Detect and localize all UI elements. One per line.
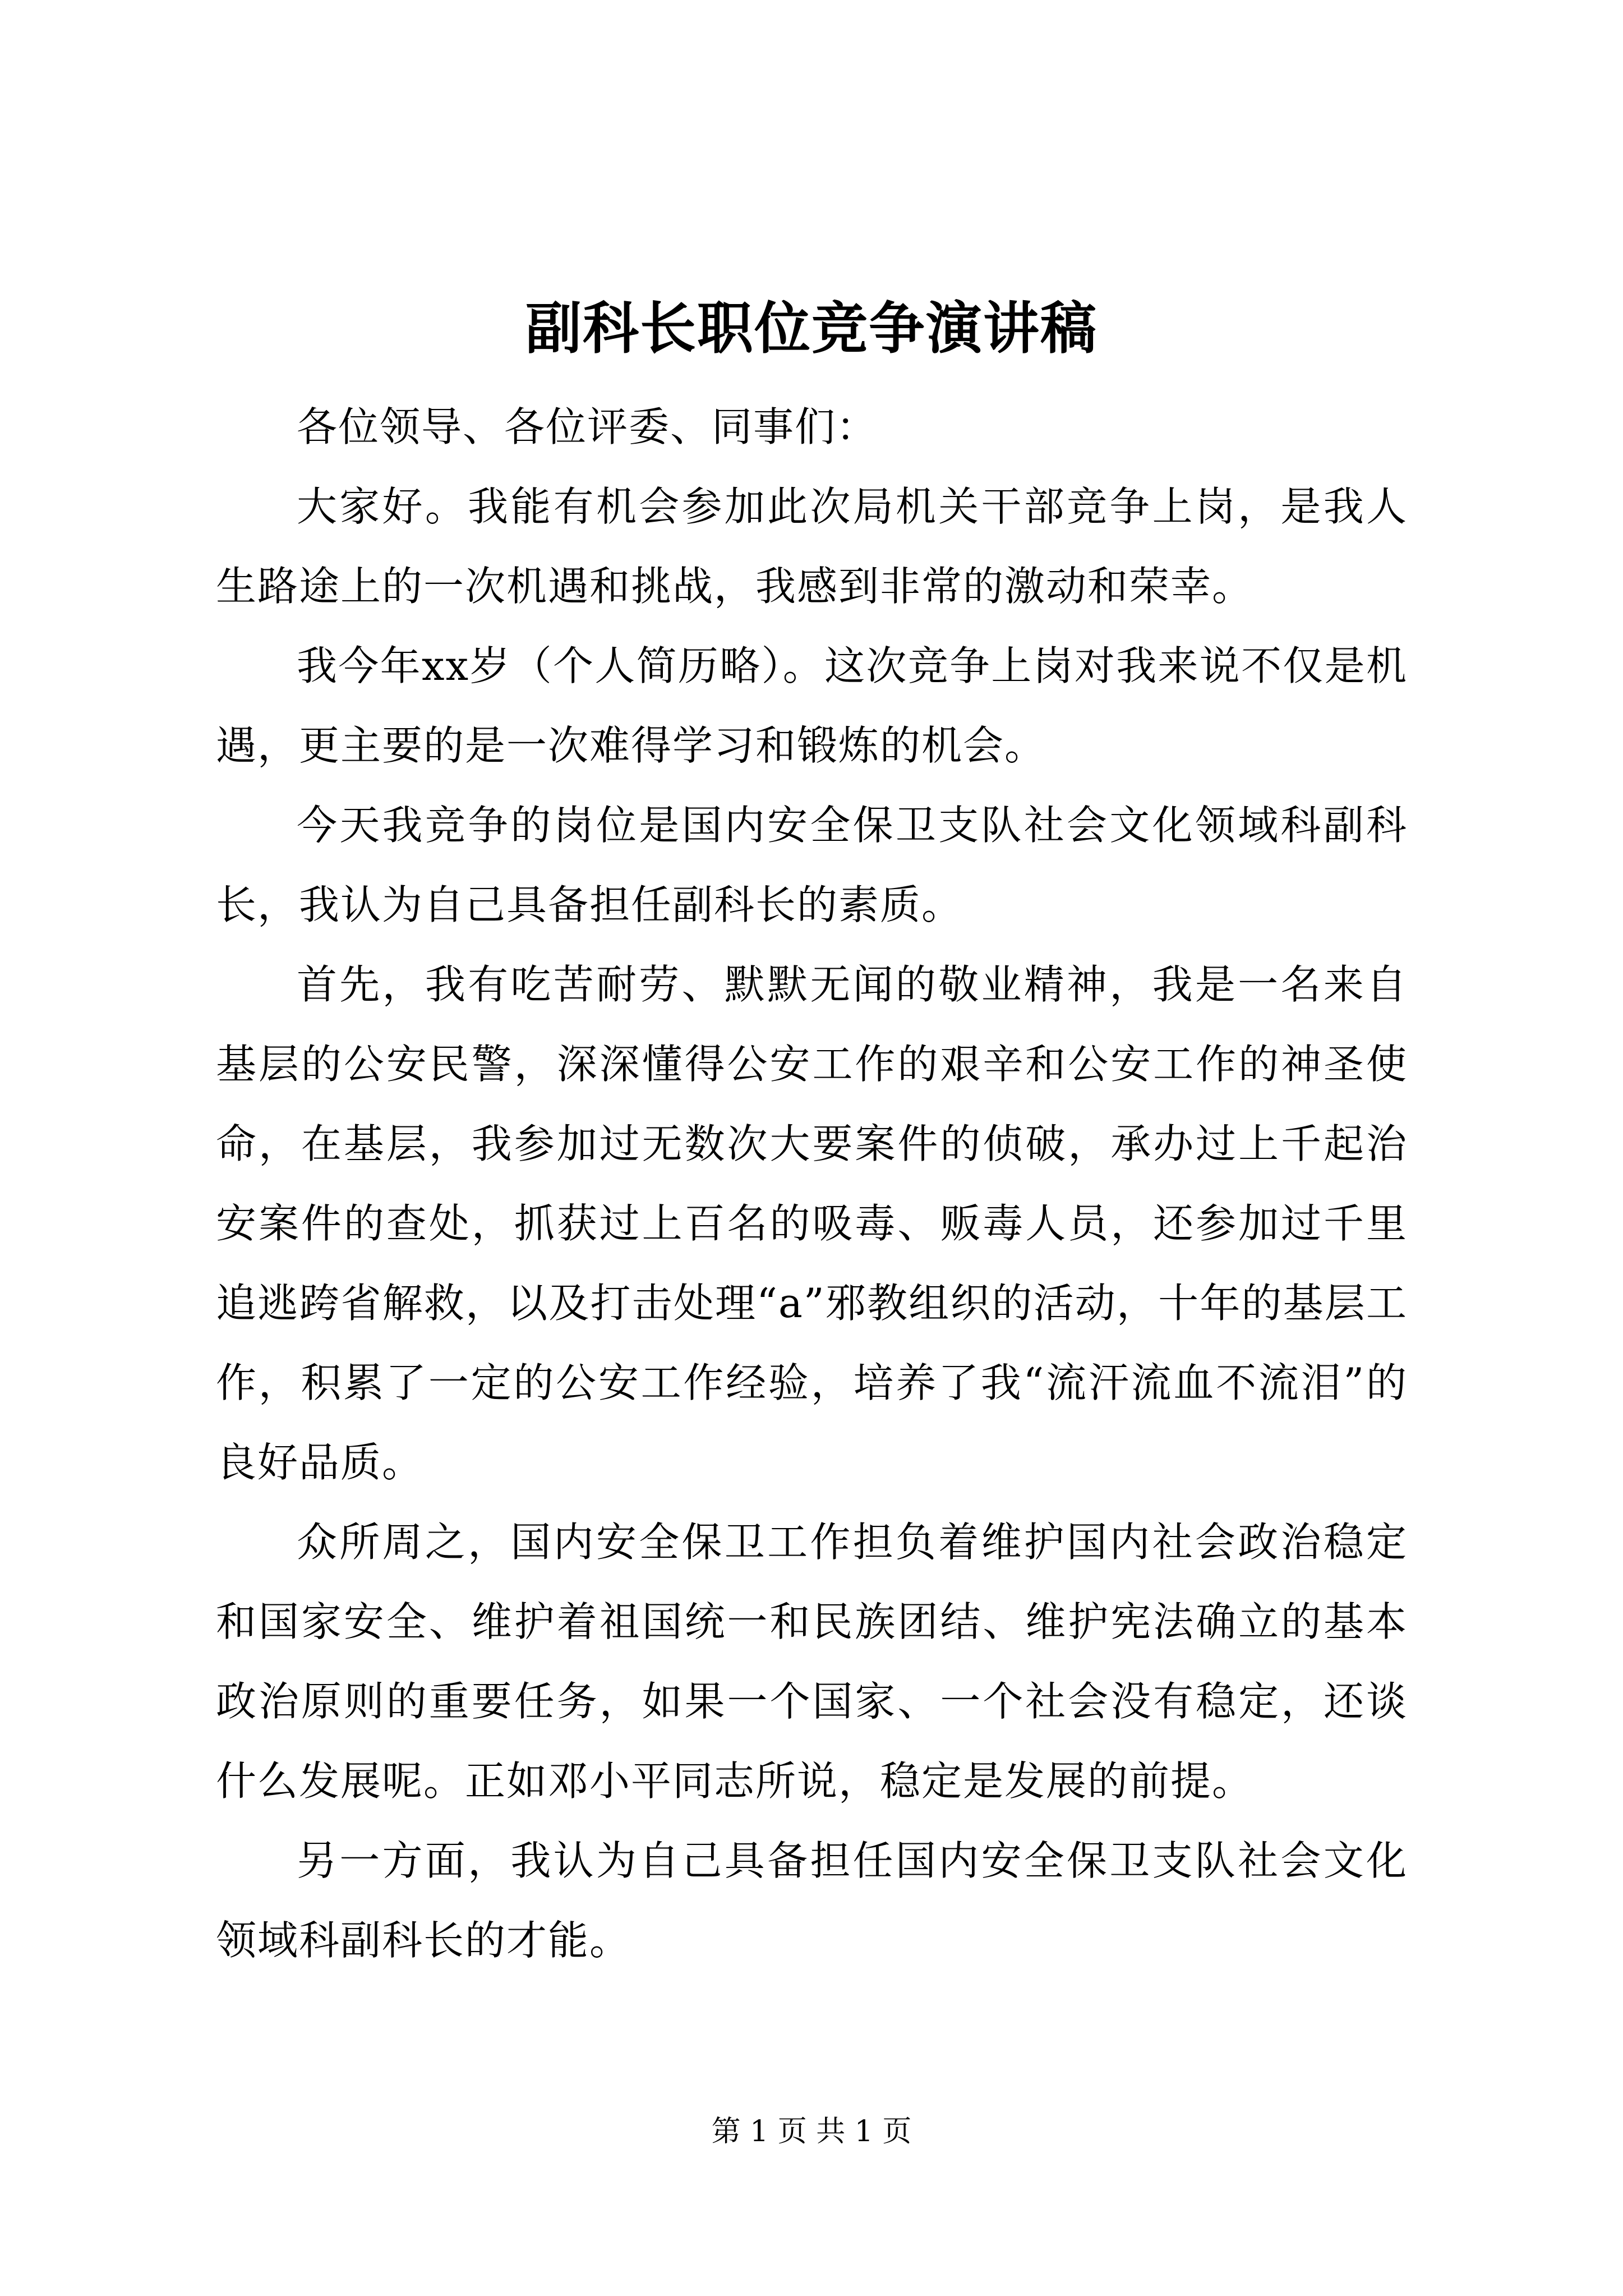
body-paragraph: 另一方面，我认为自己具备担任国内安全保卫支队社会文化领域科副科长的才能。 xyxy=(216,1837,1408,1964)
body-paragraph: 我今年xx岁（个人简历略）。这次竞争上岗对我来说不仅是机遇，更主要的是一次难得学习和锻炼的机会。 xyxy=(216,642,1408,769)
document-title: 副科长职位竞争演讲稿 xyxy=(525,295,1098,361)
body-paragraph: 大家好。我能有机会参加此次局机关干部竞争上岗，是我人生路途上的一次机遇和挑战，我感到非常的激动和荣幸。 xyxy=(216,483,1408,610)
page-footer: 第 1 页 共 1 页 xyxy=(711,2115,912,2148)
document-body xyxy=(216,387,1408,1980)
salutation-paragraph: 各位领导、各位评委、同事们： xyxy=(297,403,878,450)
body-paragraph: 今天我竞争的岗位是国内安全保卫支队社会文化领域科副科长，我认为自己具备担任副科长的素质。 xyxy=(216,802,1408,928)
body-paragraph: 首先，我有吃苦耐劳、默默无闻的敬业精神，我是一名来自基层的公安民警，深深懂得公安工作的艰辛和公安工作的神圣使命，在基层，我参加过无数次大要案件的侦破，承办过上千起治安案件的查处，抓获过上百名的吸毒、贩毒人员，还参加过千里追逃跨省解救，以及打击处理“a”邪教组织的活动，十年的基层工作，积累了一定的公安工作经验，培养了我“流汗流血不流泪”的良好品质。 xyxy=(216,961,1408,1486)
body-paragraph: 众所周之，国内安全保卫工作担负着维护国内社会政治稳定和国家安全、维护着祖国统一和民族团结、维护宪法确立的基本政治原则的重要任务，如果一个国家、一个社会没有稳定，还谈什么发展呢。正如邓小平同志所说，稳定是发展的前提。 xyxy=(216,1519,1408,1805)
